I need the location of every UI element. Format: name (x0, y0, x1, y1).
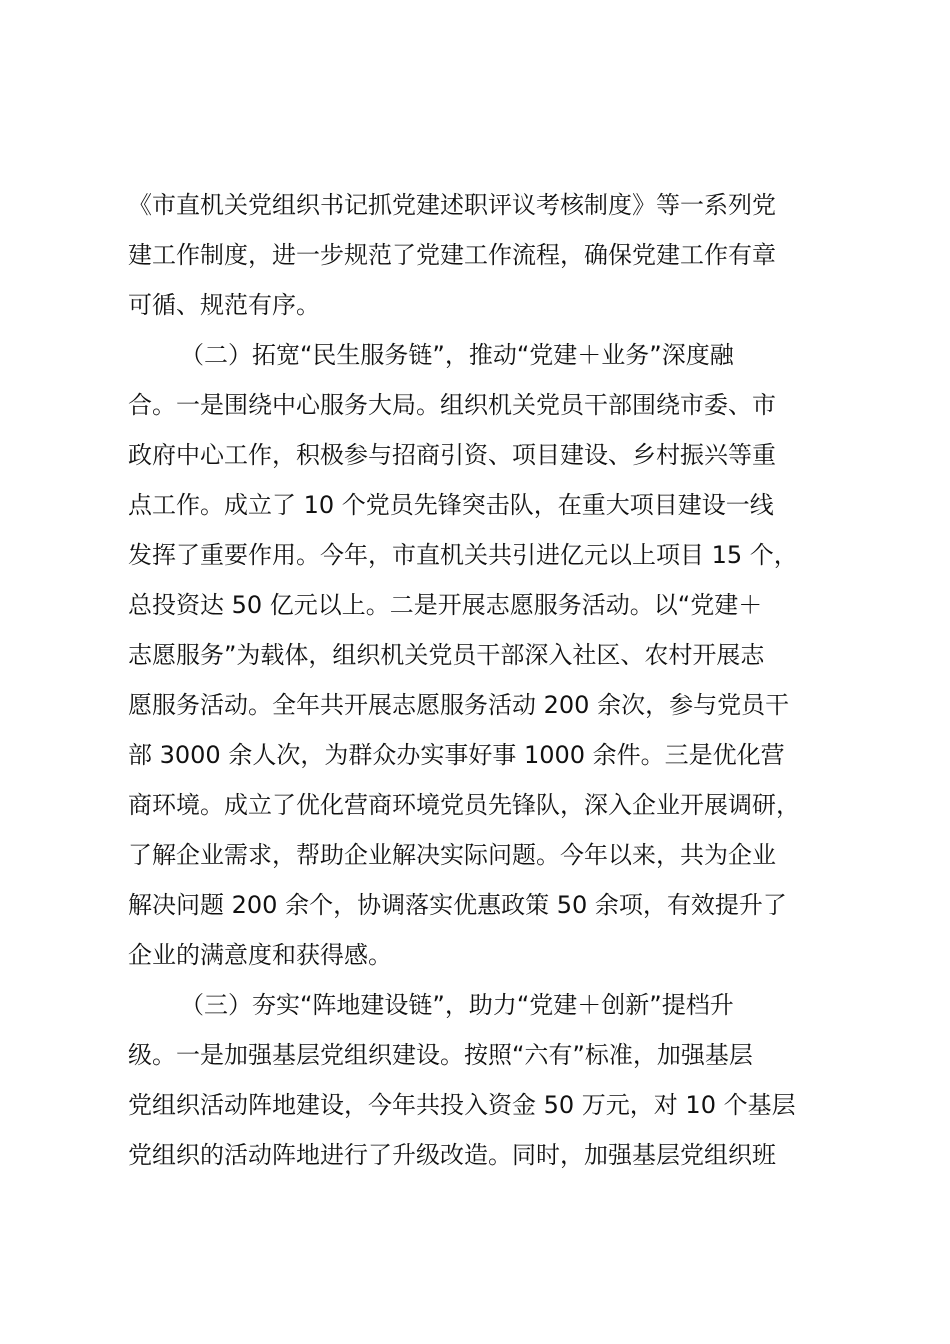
text-line: 建工作制度，进一步规范了党建工作流程，确保党建工作有章 (128, 241, 776, 269)
text-line: 商环境。成立了优化营商环境党员先锋队，深入企业开展调研， (128, 791, 800, 819)
text-line: 总投资达 50 亿元以上。二是开展志愿服务活动。以“党建＋ (128, 591, 763, 619)
section-heading-line: （二）拓宽“民生服务链”，推动“党建＋业务”深度融 (180, 341, 734, 369)
text-line: 《市直机关党组织书记抓党建述职评议考核制度》等一系列党 (128, 191, 776, 219)
text-line: 企业的满意度和获得感。 (128, 941, 392, 969)
text-line: 愿服务活动。全年共开展志愿服务活动 200 余次，参与党员干 (128, 691, 790, 719)
text-line: 党组织的活动阵地进行了升级改造。同时，加强基层党组织班 (128, 1141, 776, 1169)
text-line: 部 3000 余人次，为群众办实事好事 1000 余件。三是优化营 (128, 741, 785, 769)
text-line: 政府中心工作，积极参与招商引资、项目建设、乡村振兴等重 (128, 441, 776, 469)
text-line: 志愿服务”为载体，组织机关党员干部深入社区、农村开展志 (128, 641, 765, 669)
text-line: 了解企业需求，帮助企业解决实际问题。今年以来，共为企业 (128, 841, 776, 869)
text-line: 解决问题 200 余个，协调落实优惠政策 50 余项，有效提升了 (128, 891, 787, 919)
text-line: 合。一是围绕中心服务大局。组织机关党员干部围绕市委、市 (128, 391, 776, 419)
text-line: 点工作。成立了 10 个党员先锋突击队，在重大项目建设一线 (128, 491, 774, 519)
section-heading-line: （三）夯实“阵地建设链”，助力“党建＋创新”提档升 (180, 991, 734, 1019)
text-line: 级。一是加强基层党组织建设。按照“六有”标准，加强基层 (128, 1041, 753, 1069)
document-body (128, 180, 828, 1180)
text-line: 可循、规范有序。 (128, 291, 320, 319)
text-line: 发挥了重要作用。今年，市直机关共引进亿元以上项目 15 个， (128, 541, 798, 569)
text-line: 党组织活动阵地建设，今年共投入资金 50 万元，对 10 个基层 (128, 1091, 796, 1119)
